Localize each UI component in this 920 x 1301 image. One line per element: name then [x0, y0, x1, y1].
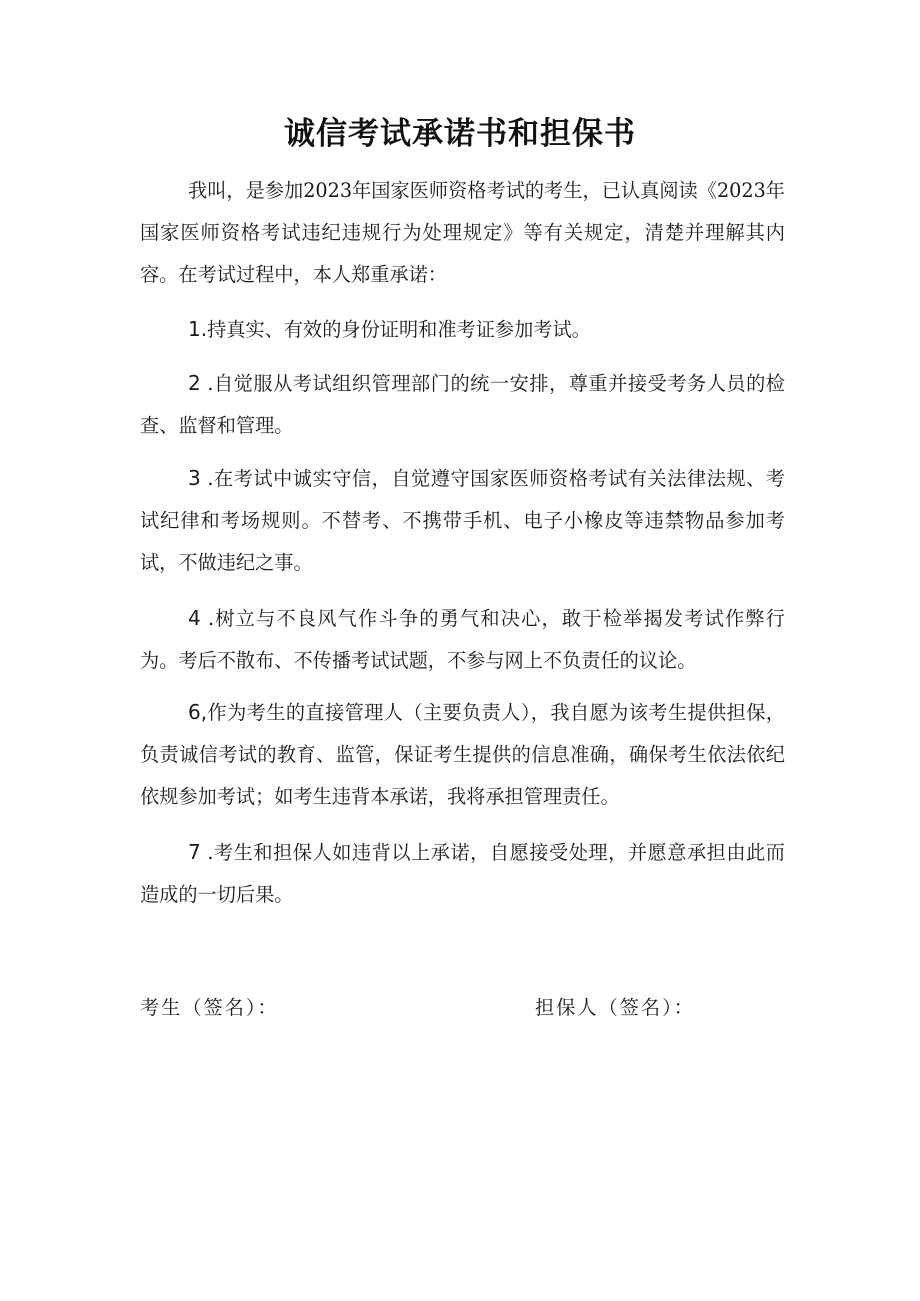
pledge-item-3: [140, 457, 785, 584]
pledge-item-6: [140, 691, 785, 818]
item-text: 持真实、有效的身份证明和准考证参加考试。: [207, 318, 591, 341]
intro-paragraph: [140, 170, 785, 296]
document-title: 诚信考试承诺书和担保书: [284, 116, 636, 152]
pledge-item-2: [140, 362, 785, 447]
item-number: 6,: [188, 700, 208, 724]
pledge-item-7: [140, 831, 785, 916]
item-text: .自觉服从考试组织管理部门的统一安排，尊重并接受考务人员的检查、监督和管理。: [140, 372, 785, 437]
guarantor-signature-label: 担保人（签名）：: [535, 996, 695, 1019]
item-text: .在考试中诚实守信，自觉遵守国家医师资格考试有关法律法规、考试纪律和考场规则。不替考、不携带手机、电子小橡皮等违禁物品参加考试，不做违纪之事。: [140, 467, 785, 574]
item-text: .考生和担保人如违背以上承诺，自愿接受处理，并愿意承担由此而造成的一切后果。: [140, 841, 785, 906]
item-number: 3: [188, 466, 201, 490]
pledge-item-1: [140, 308, 785, 351]
item-number: 1.: [188, 317, 208, 341]
intro-text: 我叫，是参加2023年国家医师资格考试的考生，已认真阅读《2023年国家医师资格考试违纪违规行为处理规定》等有关规定，清楚并理解其内容。在考试过程中，本人郑重承诺：: [140, 179, 785, 286]
item-number: 2: [188, 371, 201, 395]
item-number: 7: [188, 840, 201, 864]
pledge-item-4: [140, 597, 785, 682]
item-number: 4: [188, 606, 201, 630]
item-text: .树立与不良风气作斗争的勇气和决心，敢于检举揭发考试作弊行为。考后不散布、不传播考试试题，不参与网上不负责任的议论。: [140, 607, 785, 672]
candidate-signature-label: 考生（签名）：: [140, 996, 279, 1019]
item-text: 作为考生的直接管理人（主要负责人），我自愿为该考生提供担保，负责诚信考试的教育、监管，保证考生提供的信息准确，确保考生依法依纪依规参加考试；如考生违背本承诺，我将承担管理责任。: [140, 701, 785, 808]
